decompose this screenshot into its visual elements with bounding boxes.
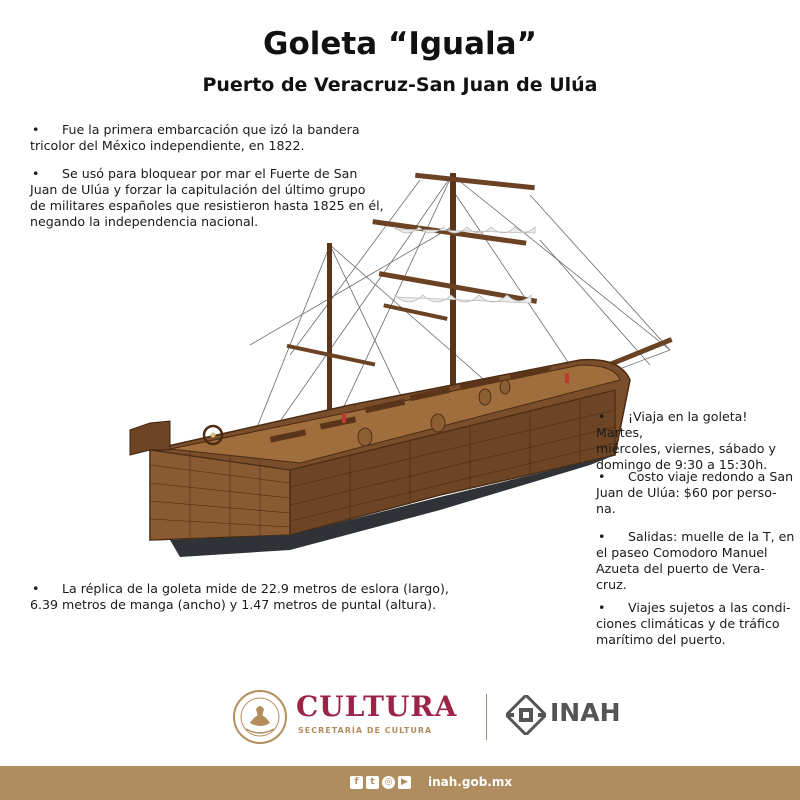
bullet-schedule xyxy=(596,409,796,473)
bullet-line: ¡Viaja en la goleta! Martes, xyxy=(596,409,748,440)
footer-bar xyxy=(0,766,800,800)
cultura-subtitle: SECRETARÍA DE CULTURA xyxy=(298,726,433,735)
bullet-dot: • xyxy=(598,529,606,544)
bullet-line: de militares españoles que resistieron hasta 1825 en él, xyxy=(30,198,384,213)
bullet-line: ciones climáticas y de tráfico xyxy=(596,616,780,631)
bullet-departures xyxy=(596,529,796,593)
bullet-dot: • xyxy=(32,581,40,596)
inah-logo-text: INAH xyxy=(550,698,621,727)
bullet-line: tricolor del México independiente, en 1822. xyxy=(30,138,305,153)
bullet-line: negando la independencia nacional. xyxy=(30,214,259,229)
bullet-line: 6.39 metros de manga (ancho) y 1.47 metros de puntal (altura). xyxy=(30,597,437,612)
bullet-line: Azueta del puerto de Vera- xyxy=(596,561,765,576)
page-title: Goleta “Iguala” xyxy=(263,26,537,62)
bullet-line: marítimo del puerto. xyxy=(596,632,726,647)
bullet-dot: • xyxy=(598,469,606,484)
bullet-line: Salidas: muelle de la T, en xyxy=(628,529,795,544)
logos-bar xyxy=(0,680,800,750)
schooner-illustration xyxy=(110,165,690,585)
bullet-first-flag xyxy=(30,122,380,154)
mexico-seal-icon xyxy=(232,689,288,745)
bullet-line: cruz. xyxy=(596,577,627,592)
bullet-line: Se usó para bloquear por mar el Fuerte de San xyxy=(62,166,358,181)
youtube-icon[interactable]: ▶ xyxy=(398,776,411,789)
bullet-dot: • xyxy=(32,166,40,181)
bullet-line: na. xyxy=(596,501,616,516)
bullet-line: La réplica de la goleta mide de 22.9 metros de eslora (largo), xyxy=(62,581,449,596)
bullet-line: Viajes sujetos a las condi- xyxy=(628,600,791,615)
twitter-icon[interactable]: t xyxy=(366,776,379,789)
bullet-line: Costo viaje redondo a San xyxy=(628,469,794,484)
bullet-cost xyxy=(596,469,796,517)
logo-divider xyxy=(486,694,487,740)
bullet-replica-size xyxy=(30,581,450,613)
bullet-dot: • xyxy=(598,600,606,615)
social-icons xyxy=(350,776,414,790)
inah-glyph-icon xyxy=(506,695,546,735)
hull xyxy=(130,360,630,557)
facebook-icon[interactable]: f xyxy=(350,776,363,789)
sails xyxy=(395,227,535,303)
bullet-line: Juan de Ulúa y forzar la capitulación del último grupo xyxy=(30,182,366,197)
bullet-dot: • xyxy=(32,122,40,137)
instagram-icon[interactable]: ◎ xyxy=(382,776,395,789)
bullet-weather xyxy=(596,600,796,648)
website-link[interactable]: inah.gob.mx xyxy=(428,775,513,789)
bullet-line: Juan de Ulúa: $60 por perso- xyxy=(596,485,777,500)
page-subtitle: Puerto de Veracruz-San Juan de Ulúa xyxy=(202,74,598,96)
bullet-line: Fue la primera embarcación que izó la bandera xyxy=(62,122,360,137)
bullet-line: domingo de 9:30 a 15:30h. xyxy=(596,457,768,472)
bullet-dot: • xyxy=(598,409,606,424)
cultura-logo-text: CULTURA xyxy=(296,690,458,723)
bullet-line: el paseo Comodoro Manuel xyxy=(596,545,768,560)
bullet-line: miércoles, viernes, sábado y xyxy=(596,441,776,456)
